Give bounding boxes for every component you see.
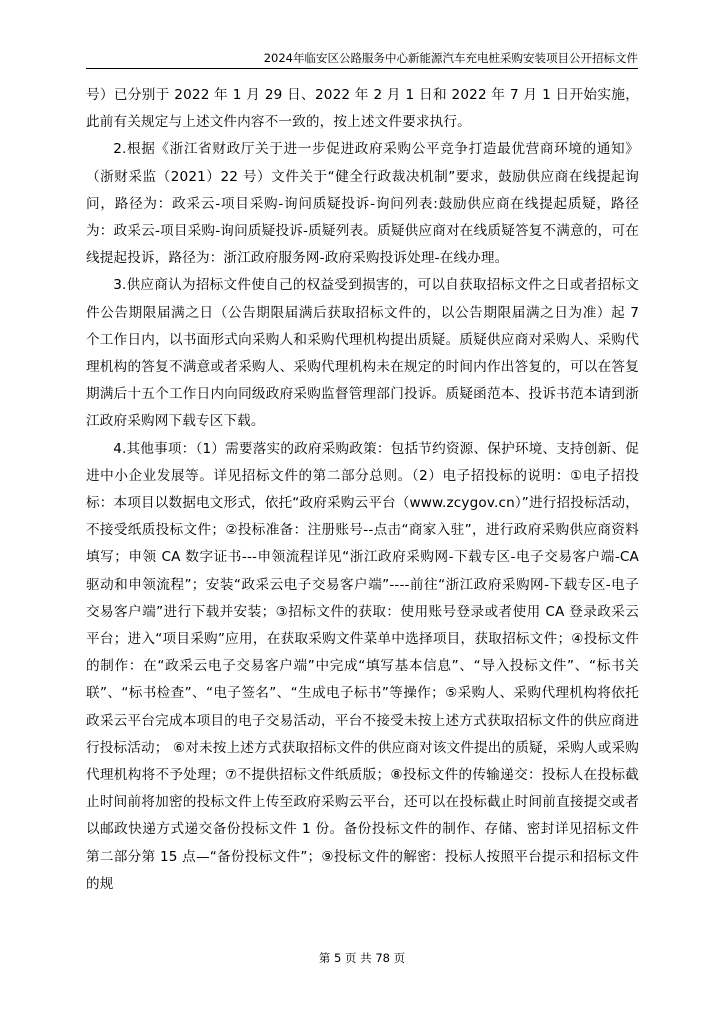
page-number: 第 5 页 共 78 页: [318, 951, 406, 965]
paragraph-item-2: 2.根据《浙江省财政厅关于进一步促进政府采购公平竞争打造最优营商环境的通知》（浙财采监（2021）22 号）文件关于“健全行政裁决机制”要求，鼓励供应商在线提起询问，路径为：政采云-项目采购-询问质疑投诉-询问列表:鼓励供应商在线提起质疑，路径为：政采云-项目采购-询问质疑投诉-质疑列表。质疑供应商对在线质疑答复不满意的，可在线提起投诉，路径为：浙江政府服务网-政府采购投诉处理-在线办理。: [86, 141, 639, 267]
paragraph-item-4: 4.其他事项：（1）需要落实的政府采购政策：包括节约资源、保护环境、支持创新、促进中小企业发展等。详见招标文件的第二部分总则。（2）电子招投标的说明：①电子招投标：本项目以数据电文形式，依托“政府采购云平台（www.zcygov.cn）”进行招投标活动，不接受纸质投标文件；②投标准备：注册账号--点击“商家入驻”，进行政府采购供应商资料填写；申领 CA 数字证书---申领流程详见“浙江政府采购网-下载专区-电子交易客户端-CA 驱动和申领流程”；安装“政采云电子交易客户端”----前往“浙江政府采购网-下载专区-电子交易客户端”进行下载并安装；③招标文件的获取：使用账号登录或者使用 CA 登录政采云平台；进入“项目采购”应用，在获取采购文件菜单中选择项目，获取招标文件；④投标文件的制作：在“政采云电子交易客户端”中完成“填写基本信息”、“导入投标文件”、“标书关联”、“标书检查”、“电子签名”、“生成电子标书”等操作；⑤采购人、采购代理机构将依托政采云平台完成本项目的电子交易活动，平台不接受未按上述方式获取招标文件的供应商进行投标活动； ⑥对未按上述方式获取招标文件的供应商对该文件提出的质疑，采购人或采购代理机构将不予处理；⑦不提供招标文件纸质版；⑧投标文件的传输递交：投标人在投标截止时间前将加密的投标文件上传至政府采购云平台，还可以在投标截止时间前直接提交或者以邮政快递方式递交备份投标文件 1 份。备份投标文件的制作、存储、密封详见招标文件第二部分第 15 点—“备份投标文件”；⑨投标文件的解密：投标人按照平台提示和招标文件的规: [86, 440, 639, 892]
page-footer: [0, 950, 724, 966]
header-title: 2024年临安区公路服务中心新能源汽车充电桩采购安装项目公开招标文件: [263, 51, 638, 65]
paragraph-continuation: 号）已分别于 2022 年 1 月 29 日、2022 年 2 月 1 日和 2022 年 7 月 1 日开始实施，此前有关规定与上述文件内容不一致的，按上述文件要求执行。: [86, 87, 639, 131]
page-header: [86, 48, 638, 69]
paragraph-item-3: 3.供应商认为招标文件使自己的权益受到损害的，可以自获取招标文件之日或者招标文件公告期限届满之日（公告期限届满后获取招标文件的，以公告期限届满之日为准）起 7 个工作日内，以书面形式向采购人和采购代理机构提出质疑。质疑供应商对采购人、采购代理机构的答复不满意或者采购人、采购代理机构未在规定的时间内作出答复的，可以在答复期满后十五个工作日内向同级政府采购监督管理部门投诉。质疑函范本、投诉书范本请到浙江政府采购网下载专区下载。: [86, 277, 639, 430]
document-body: [86, 82, 639, 898]
